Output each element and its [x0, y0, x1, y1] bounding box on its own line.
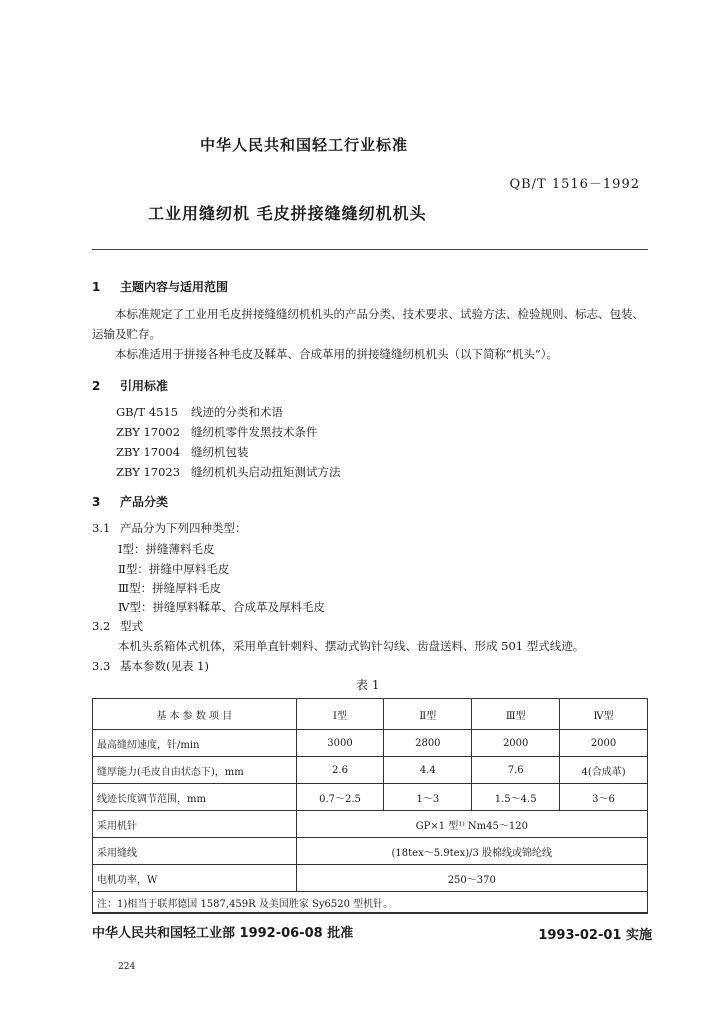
subsection-heading: 型式: [120, 619, 143, 633]
reference-title: 线迹的分类和术语: [191, 405, 283, 419]
section-title: 主题内容与适用范围: [120, 280, 229, 294]
parameters-table: [92, 698, 648, 914]
section-1-paragraph-2: 本标准适用于拼接各种毛皮及鞣革、合成革用的拼接缝缝纫机机头（以下简称“机头”）。: [115, 347, 559, 361]
table-header-row: [93, 699, 648, 730]
reference-code: ZBY 17004: [116, 445, 181, 459]
subsection-number: 3.1: [92, 521, 111, 535]
table-cell: 3～6: [560, 784, 648, 811]
table-cell: GP×1 型¹⁾ Nm45～120: [296, 811, 647, 838]
row-label: 缝厚能力(毛皮自由状态下)，mm: [93, 757, 297, 784]
row-label: 最高缝纫速度，针/min: [93, 730, 297, 757]
section-title: 引用标准: [120, 379, 169, 393]
column-header: Ⅱ型: [384, 699, 472, 730]
table-cell: 3000: [296, 730, 384, 757]
reference-item: [116, 404, 283, 420]
table-cell: 2000: [472, 730, 560, 757]
reference-code: ZBY 17023: [116, 465, 181, 479]
row-label: 采用机针: [93, 811, 297, 838]
title-divider: [92, 249, 648, 250]
page-number: 224: [118, 962, 136, 972]
subsection-number: 3.2: [92, 619, 111, 633]
section-number: 1: [92, 280, 101, 294]
reference-item: [116, 464, 341, 480]
table-cell: 1～3: [384, 784, 472, 811]
subsection-3-2: [92, 618, 143, 634]
table-cell: 0.7～2.5: [296, 784, 384, 811]
subsection-3-1: [92, 520, 247, 536]
section-2-heading: [92, 377, 168, 394]
table-row: [93, 838, 648, 865]
effective-date: 1993-02-01 实施: [538, 928, 652, 943]
table-cell: 7.6: [472, 757, 560, 784]
table-row: [93, 784, 648, 811]
subsection-3-2-text: 本机头系箱体式机体，采用单直针刺料、摆动式钩针勾线、齿盘送料、形成 501 型式线迹。: [118, 639, 585, 653]
table-row: [93, 811, 648, 838]
section-1-heading: [92, 278, 228, 295]
section-title: 产品分类: [120, 495, 169, 509]
table-cell: 2800: [384, 730, 472, 757]
table-row: [93, 865, 648, 892]
standard-code: QB/T 1516－1992: [509, 177, 640, 192]
row-label: 电机功率，W: [93, 865, 297, 892]
table-note-row: [93, 892, 648, 914]
table-cell: 4.4: [384, 757, 472, 784]
table-cell: 250～370: [296, 865, 647, 892]
reference-title: 缝纫机包装: [191, 445, 249, 459]
table-row: [93, 730, 648, 757]
subsection-text: 产品分为下列四种类型：: [120, 521, 247, 535]
section-number: 3: [92, 495, 101, 509]
row-label: 线迹长度调节范围，mm: [93, 784, 297, 811]
subsection-number: 3.3: [92, 659, 111, 673]
reference-title: 缝纫机零件发黑技术条件: [191, 425, 318, 439]
table-caption: 表 1: [356, 678, 380, 692]
section-1-paragraph-1: 本标准规定了工业用毛皮拼接缝缝纫机机头的产品分类、技术要求、试验方法、检验规则、标志、包装、运输及贮存。: [92, 307, 644, 341]
subsection-3-3: [92, 658, 209, 674]
table-cell: 1.5～4.5: [472, 784, 560, 811]
table-cell: (18tex～5.9tex)/3 股棉线或锦纶线: [296, 838, 647, 865]
product-type-item: Ⅳ型：拼缝厚料鞣革、合成革及厚料毛皮: [118, 600, 325, 614]
table-cell: 4(合成革): [560, 757, 648, 784]
reference-code: ZBY 17002: [116, 425, 181, 439]
reference-title: 缝纫机机头启动扭矩测试方法: [191, 465, 341, 479]
document-title: 工业用缝纫机 毛皮拼接缝缝纫机机头: [148, 204, 427, 223]
row-label: 采用缝线: [93, 838, 297, 865]
section-3-heading: [92, 493, 168, 510]
approval-line: 中华人民共和国轻工业部 1992-06-08 批准: [92, 926, 354, 941]
table-cell: 2000: [560, 730, 648, 757]
column-header: Ⅲ型: [472, 699, 560, 730]
table-row: [93, 757, 648, 784]
subsection-text: 基本参数(见表 1): [120, 659, 209, 673]
product-type-item: Ⅲ型：拼缝厚料毛皮: [118, 581, 222, 595]
section-number: 2: [92, 379, 101, 393]
column-header: Ⅳ型: [560, 699, 648, 730]
reference-item: [116, 424, 318, 440]
issuing-organization: 中华人民共和国轻工行业标准: [200, 136, 409, 154]
product-type-item: Ⅰ型：拼缝薄料毛皮: [118, 542, 215, 556]
product-type-item: Ⅱ型：拼缝中厚料毛皮: [118, 562, 230, 576]
table-cell: 2.6: [296, 757, 384, 784]
column-header: Ⅰ型: [296, 699, 384, 730]
reference-item: [116, 444, 249, 460]
reference-code: GB/T 4515: [116, 405, 179, 419]
table-note: 注：1)相当于联邦德国 1587,459R 及美国胜家 Sy6520 型机针。: [93, 892, 648, 914]
column-header: 基 本 参 数 项 目: [93, 699, 297, 730]
